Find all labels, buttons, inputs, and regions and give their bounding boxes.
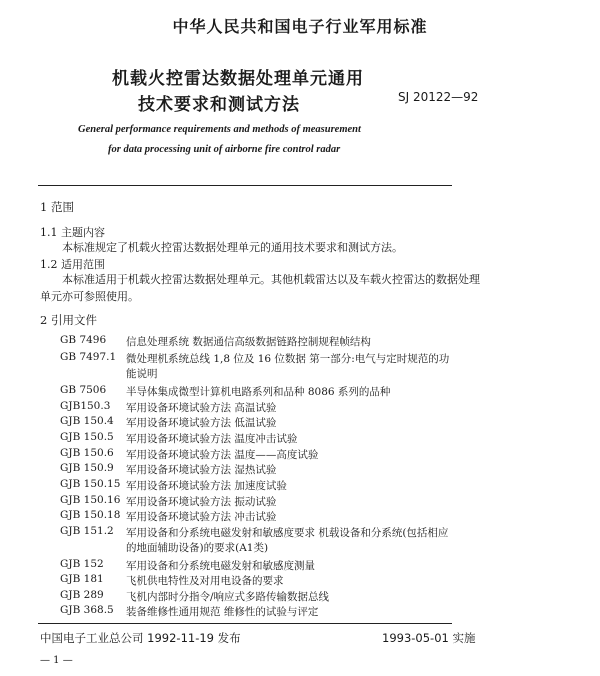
section1-1-heading: 1.1 主题内容: [40, 226, 105, 239]
reference-title: 军用设备环境试验方法 加速度试验: [126, 480, 287, 492]
document-title-line2: 技术要求和测试方法: [138, 95, 300, 115]
header-divider: [38, 185, 452, 186]
english-title-line2: for data processing unit of airborne fire control radar: [108, 144, 341, 155]
reference-code: GJB 150.9: [60, 462, 114, 474]
reference-title: 军用设备和分系统电磁发射和敏感度要求 机载设备和分系统(包括相应: [126, 527, 449, 539]
reference-code: GB 7496: [60, 334, 107, 346]
reference-title: 军用设备环境试验方法 湿热试验: [126, 464, 277, 476]
reference-title: 飞机内部时分指令/响应式多路传输数据总线: [126, 591, 330, 603]
document-title-line1: 机载火控雷达数据处理单元通用: [112, 69, 364, 89]
reference-title: 军用设备环境试验方法 高温试验: [126, 402, 277, 414]
industry-standard-header: 中华人民共和国电子行业军用标准: [172, 17, 428, 36]
standard-number: SJ 20122—92: [398, 90, 479, 104]
reference-code: GB 7506: [60, 384, 107, 396]
effective-date: 1993-05-01 实施: [382, 631, 476, 645]
page-number: — 1 —: [40, 655, 73, 666]
section1-2-heading: 1.2 适用范围: [40, 258, 105, 271]
section1-heading: 1 范围: [40, 200, 74, 214]
reference-title: 半导体集成微型计算机电路系列和品种 8086 系列的品种: [126, 386, 391, 398]
reference-title: 军用设备环境试验方法 冲击试验: [126, 511, 277, 523]
reference-code: GJB 289: [60, 589, 104, 601]
reference-code: GJB 150.18: [60, 509, 121, 521]
reference-title-continued: 的地面辅助设备)的要求(A1类): [126, 542, 269, 554]
reference-title: 军用设备环境试验方法 振动试验: [126, 496, 277, 508]
reference-title: 微处理机系统总线 1,8 位及 16 位数据 第一部分:电气与定时规范的功: [126, 353, 450, 365]
reference-code: GJB 181: [60, 573, 104, 585]
reference-title: 装备维修性通用规范 维修性的试验与评定: [126, 606, 319, 618]
reference-code: GJB 368.5: [60, 604, 114, 616]
section1-1-text: 本标准规定了机载火控雷达数据处理单元的通用技术要求和测试方法。: [62, 241, 403, 254]
reference-title: 军用设备环境试验方法 温度冲击试验: [126, 433, 298, 445]
footer-divider: [38, 623, 452, 624]
reference-title: 军用设备和分系统电磁发射和敏感度测量: [126, 560, 315, 572]
reference-code: GJB 150.5: [60, 431, 114, 443]
reference-code: GJB 151.2: [60, 525, 114, 537]
reference-title: 飞机供电特性及对用电设备的要求: [126, 575, 284, 587]
reference-title-continued: 能说明: [126, 368, 158, 380]
reference-code: GJB 152: [60, 558, 104, 570]
section1-2-text-line1: 本标准适用于机载火控雷达数据处理单元。其他机载雷达以及车载火控雷达的数据处理: [62, 273, 480, 286]
reference-code: GB 7497.1: [60, 351, 117, 363]
reference-code: GJB150.3: [60, 400, 111, 412]
reference-title: 军用设备环境试验方法 低温试验: [126, 417, 277, 429]
reference-title: 信息处理系统 数据通信高级数据链路控制规程帧结构: [126, 336, 371, 348]
section2-heading: 2 引用文件: [40, 313, 97, 327]
reference-code: GJB 150.16: [60, 494, 121, 506]
reference-code: GJB 150.15: [60, 478, 121, 490]
reference-code: GJB 150.6: [60, 447, 114, 459]
english-title-line1: General performance requirements and methods of measurement: [78, 124, 361, 135]
reference-code: GJB 150.4: [60, 415, 114, 427]
reference-title: 军用设备环境试验方法 温度——高度试验: [126, 449, 319, 461]
issue-date: 中国电子工业总公司 1992-11-19 发布: [40, 631, 241, 645]
section1-2-text-line2: 单元亦可参照使用。: [40, 290, 139, 303]
